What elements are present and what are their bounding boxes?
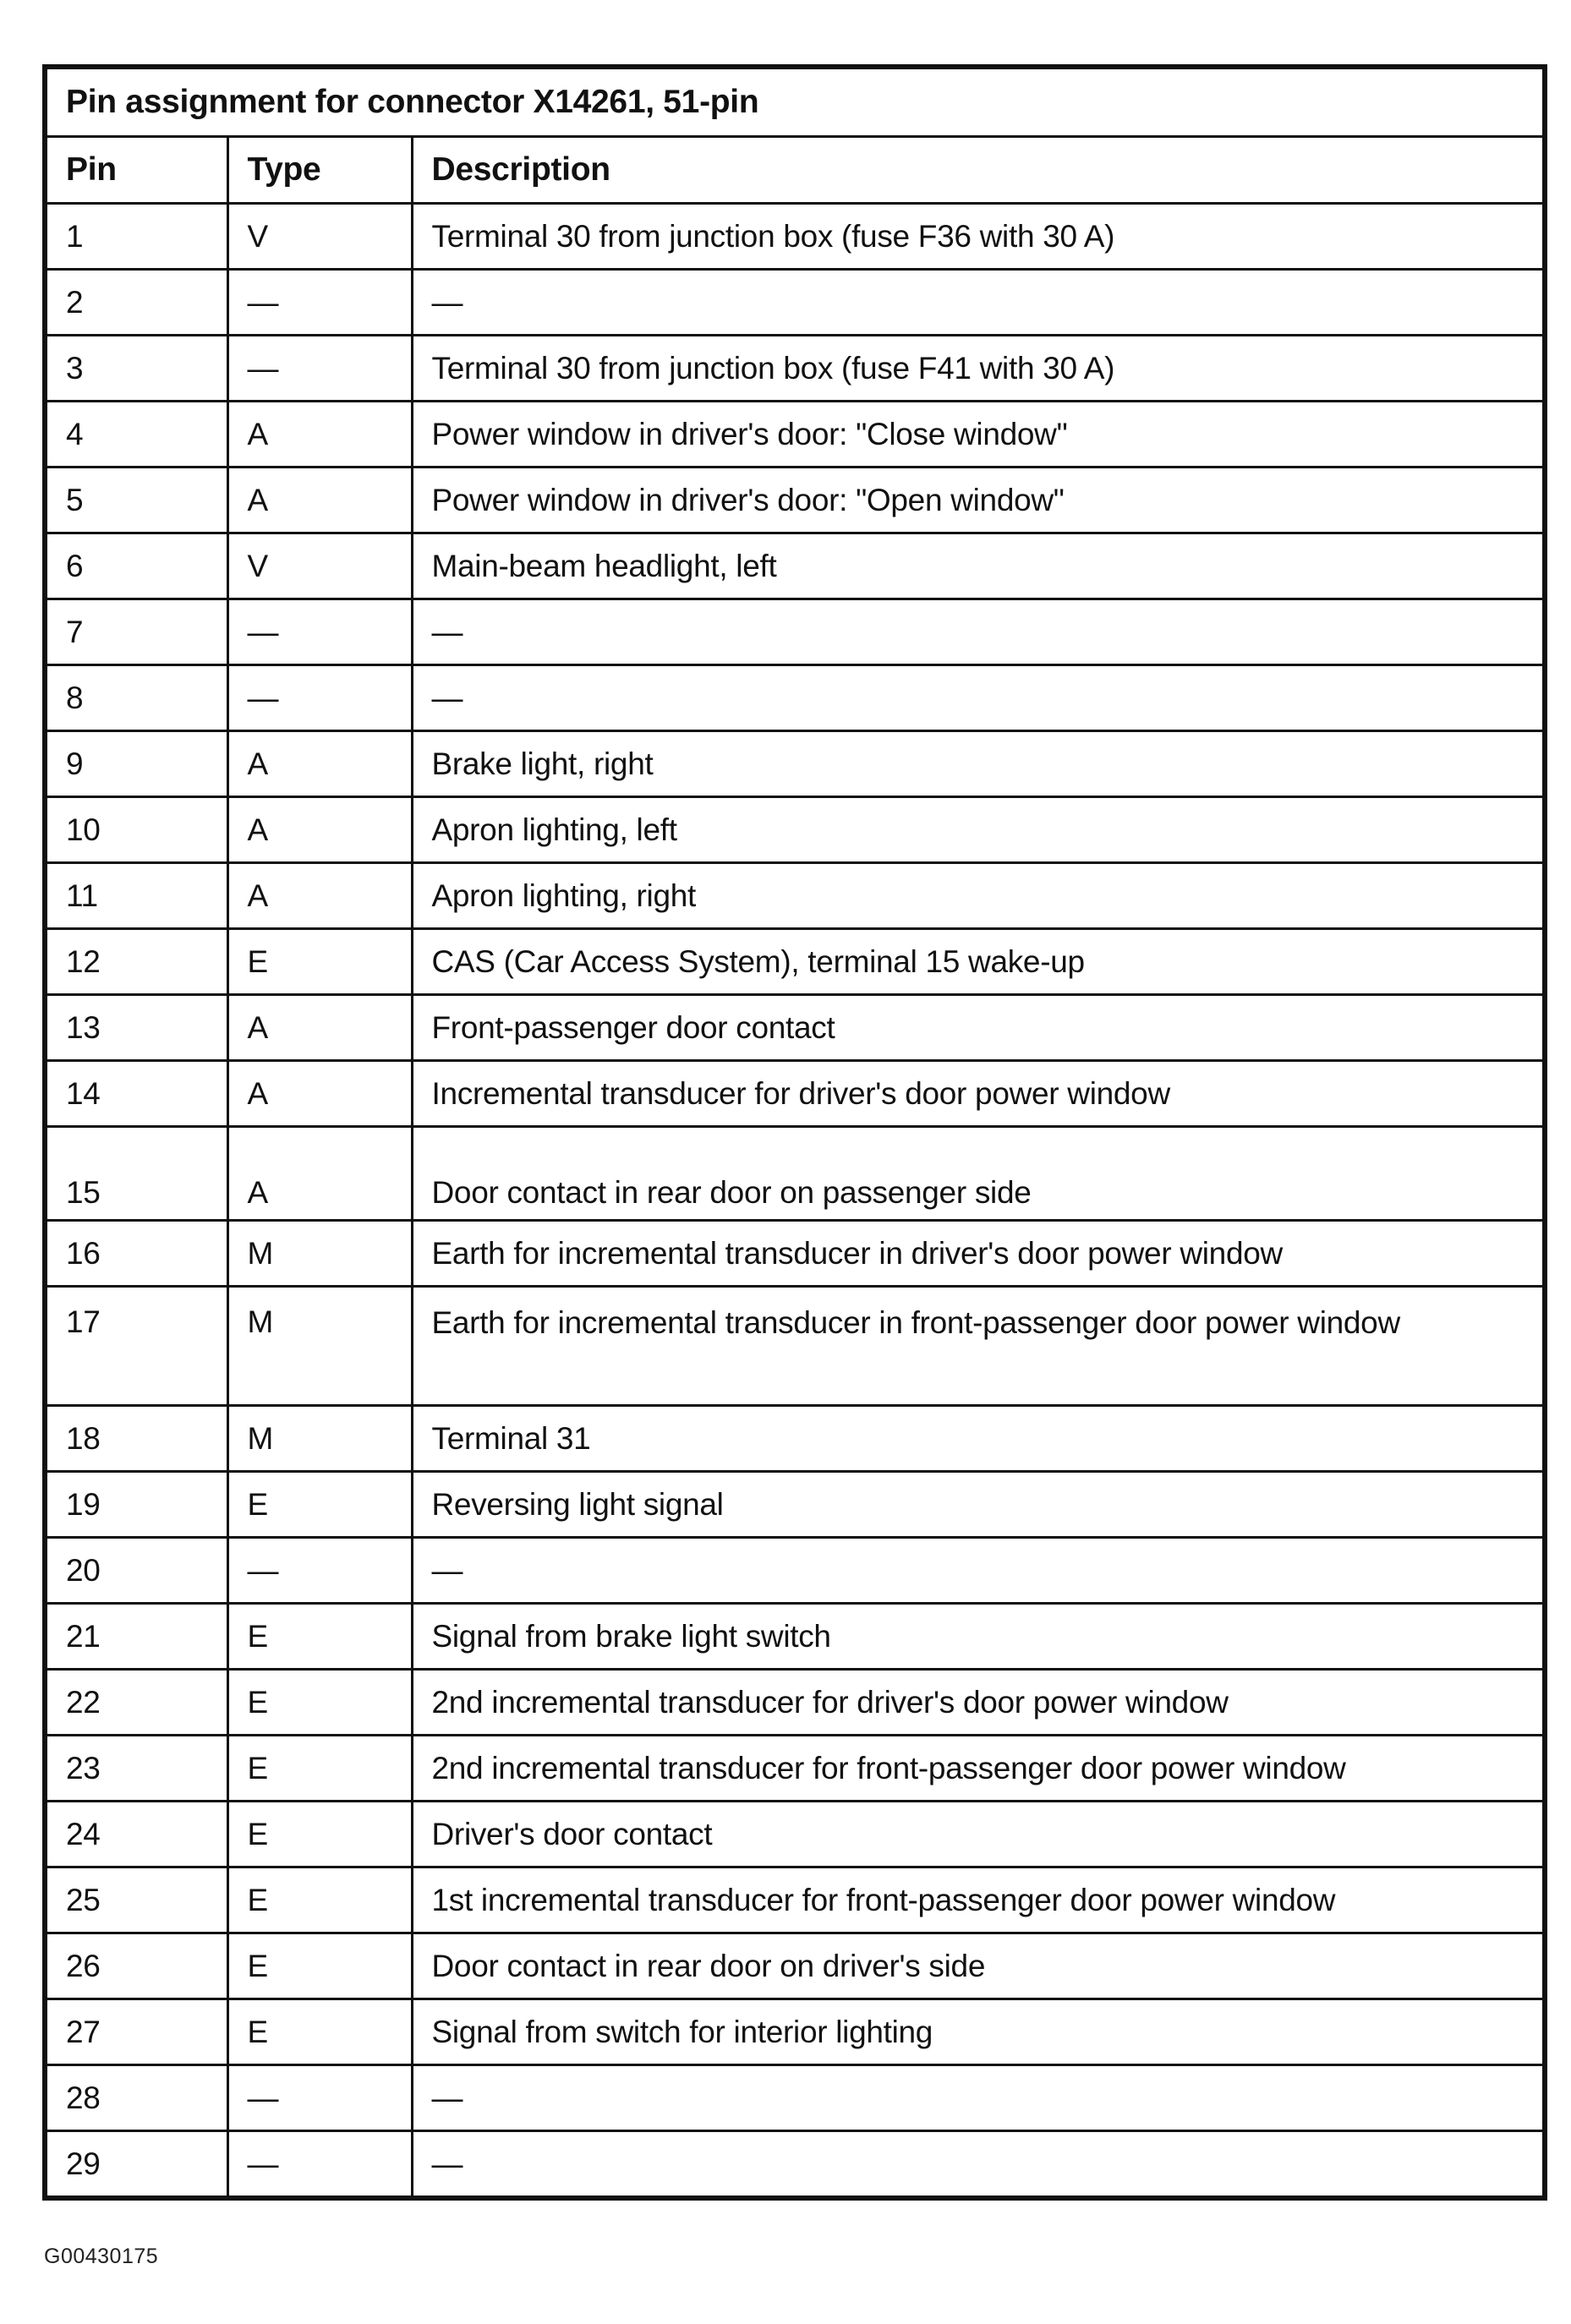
description-cell: Terminal 31: [412, 1406, 1545, 1472]
description-cell: Driver's door contact: [412, 1802, 1545, 1867]
description-cell: Power window in driver's door: "Close window": [412, 402, 1545, 468]
description-cell: Apron lighting, left: [412, 797, 1545, 863]
type-cell: —: [227, 599, 412, 665]
description-cell: Earth for incremental transducer in driver's door power window: [412, 1221, 1545, 1287]
table-row: [45, 1736, 1545, 1802]
table-row: [45, 929, 1545, 995]
table-row: [45, 1127, 1545, 1221]
description-cell: Door contact in rear door on driver's side: [412, 1933, 1545, 1999]
pin-cell: 29: [45, 2131, 227, 2199]
type-cell: —: [227, 270, 412, 336]
figure-id: G00430175: [44, 2245, 159, 2268]
pin-cell: 25: [45, 1867, 227, 1933]
pin-cell: 4: [45, 402, 227, 468]
description-cell: —: [412, 270, 1545, 336]
type-cell: A: [227, 863, 412, 929]
pin-cell: 17: [45, 1287, 227, 1406]
description-cell: Signal from brake light switch: [412, 1604, 1545, 1670]
description-cell: 2nd incremental transducer for front-passenger door power window: [412, 1736, 1545, 1802]
pin-cell: 22: [45, 1670, 227, 1736]
type-cell: E: [227, 1999, 412, 2065]
description-cell: —: [412, 2065, 1545, 2131]
description-cell: Power window in driver's door: "Open window": [412, 468, 1545, 533]
table-row: [45, 995, 1545, 1061]
table-row: [45, 1604, 1545, 1670]
description-cell: 2nd incremental transducer for driver's door power window: [412, 1670, 1545, 1736]
type-cell: —: [227, 2131, 412, 2199]
description-cell: Door contact in rear door on passenger side: [412, 1127, 1545, 1221]
pin-cell: 3: [45, 336, 227, 402]
type-cell: E: [227, 1736, 412, 1802]
pin-cell: 26: [45, 1933, 227, 1999]
document: [42, 64, 1547, 2201]
pin-cell: 15: [45, 1127, 227, 1221]
column-header-type: Type: [227, 137, 412, 204]
description-cell: Terminal 30 from junction box (fuse F41 with 30 A): [412, 336, 1545, 402]
table-row: [45, 1802, 1545, 1867]
table-row: [45, 1221, 1545, 1287]
pin-cell: 19: [45, 1472, 227, 1538]
type-cell: E: [227, 1933, 412, 1999]
pin-cell: 2: [45, 270, 227, 336]
description-cell: Terminal 30 from junction box (fuse F36 with 30 A): [412, 204, 1545, 270]
description-cell: Signal from switch for interior lighting: [412, 1999, 1545, 2065]
pin-cell: 8: [45, 665, 227, 731]
pin-cell: 24: [45, 1802, 227, 1867]
type-cell: A: [227, 731, 412, 797]
pin-cell: 18: [45, 1406, 227, 1472]
pin-cell: 12: [45, 929, 227, 995]
column-header-description: Description: [412, 137, 1545, 204]
type-cell: E: [227, 1802, 412, 1867]
pin-cell: 23: [45, 1736, 227, 1802]
pin-cell: 1: [45, 204, 227, 270]
table-row: [45, 731, 1545, 797]
table-row: [45, 1867, 1545, 1933]
type-cell: A: [227, 1127, 412, 1221]
description-cell: Brake light, right: [412, 731, 1545, 797]
table-row: [45, 533, 1545, 599]
table-row: [45, 1061, 1545, 1127]
table-row: [45, 204, 1545, 270]
column-header-pin: Pin: [45, 137, 227, 204]
description-cell: 1st incremental transducer for front-passenger door power window: [412, 1867, 1545, 1933]
table-row: [45, 336, 1545, 402]
type-cell: E: [227, 1604, 412, 1670]
table-title-row: [45, 67, 1545, 137]
table-row: [45, 270, 1545, 336]
description-cell: Reversing light signal: [412, 1472, 1545, 1538]
pin-cell: 13: [45, 995, 227, 1061]
table-header-row: [45, 137, 1545, 204]
table-row: [45, 1406, 1545, 1472]
description-cell: —: [412, 1538, 1545, 1604]
table-row: [45, 665, 1545, 731]
description-cell: CAS (Car Access System), terminal 15 wake-up: [412, 929, 1545, 995]
table-row: [45, 468, 1545, 533]
table-title: Pin assignment for connector X14261, 51-pin: [45, 67, 1545, 137]
pin-cell: 5: [45, 468, 227, 533]
type-cell: E: [227, 1670, 412, 1736]
pin-cell: 11: [45, 863, 227, 929]
table-row: [45, 863, 1545, 929]
pin-cell: 14: [45, 1061, 227, 1127]
table-row: [45, 1999, 1545, 2065]
description-cell: Apron lighting, right: [412, 863, 1545, 929]
description-cell: Front-passenger door contact: [412, 995, 1545, 1061]
description-cell: Incremental transducer for driver's door power window: [412, 1061, 1545, 1127]
pin-cell: 10: [45, 797, 227, 863]
description-cell: Earth for incremental transducer in front-passenger door power window: [412, 1287, 1545, 1406]
type-cell: A: [227, 468, 412, 533]
pin-assignment-table: [42, 64, 1547, 2201]
type-cell: —: [227, 1538, 412, 1604]
table-row: [45, 2131, 1545, 2199]
type-cell: E: [227, 929, 412, 995]
type-cell: —: [227, 665, 412, 731]
pin-cell: 16: [45, 1221, 227, 1287]
type-cell: E: [227, 1472, 412, 1538]
table-row: [45, 402, 1545, 468]
type-cell: V: [227, 204, 412, 270]
table-row: [45, 797, 1545, 863]
description-cell: —: [412, 599, 1545, 665]
type-cell: A: [227, 1061, 412, 1127]
type-cell: E: [227, 1867, 412, 1933]
description-cell: —: [412, 2131, 1545, 2199]
type-cell: V: [227, 533, 412, 599]
table-row: [45, 1933, 1545, 1999]
pin-cell: 27: [45, 1999, 227, 2065]
type-cell: —: [227, 336, 412, 402]
pin-cell: 7: [45, 599, 227, 665]
table-row: [45, 2065, 1545, 2131]
type-cell: M: [227, 1221, 412, 1287]
table-row: [45, 1670, 1545, 1736]
table-row: [45, 1538, 1545, 1604]
type-cell: —: [227, 2065, 412, 2131]
table-row: [45, 1287, 1545, 1406]
pin-cell: 21: [45, 1604, 227, 1670]
description-cell: Main-beam headlight, left: [412, 533, 1545, 599]
pin-cell: 6: [45, 533, 227, 599]
description-cell: —: [412, 665, 1545, 731]
pin-cell: 20: [45, 1538, 227, 1604]
type-cell: M: [227, 1287, 412, 1406]
table-row: [45, 1472, 1545, 1538]
table-row: [45, 599, 1545, 665]
type-cell: M: [227, 1406, 412, 1472]
pin-cell: 9: [45, 731, 227, 797]
type-cell: A: [227, 402, 412, 468]
pin-cell: 28: [45, 2065, 227, 2131]
type-cell: A: [227, 995, 412, 1061]
type-cell: A: [227, 797, 412, 863]
